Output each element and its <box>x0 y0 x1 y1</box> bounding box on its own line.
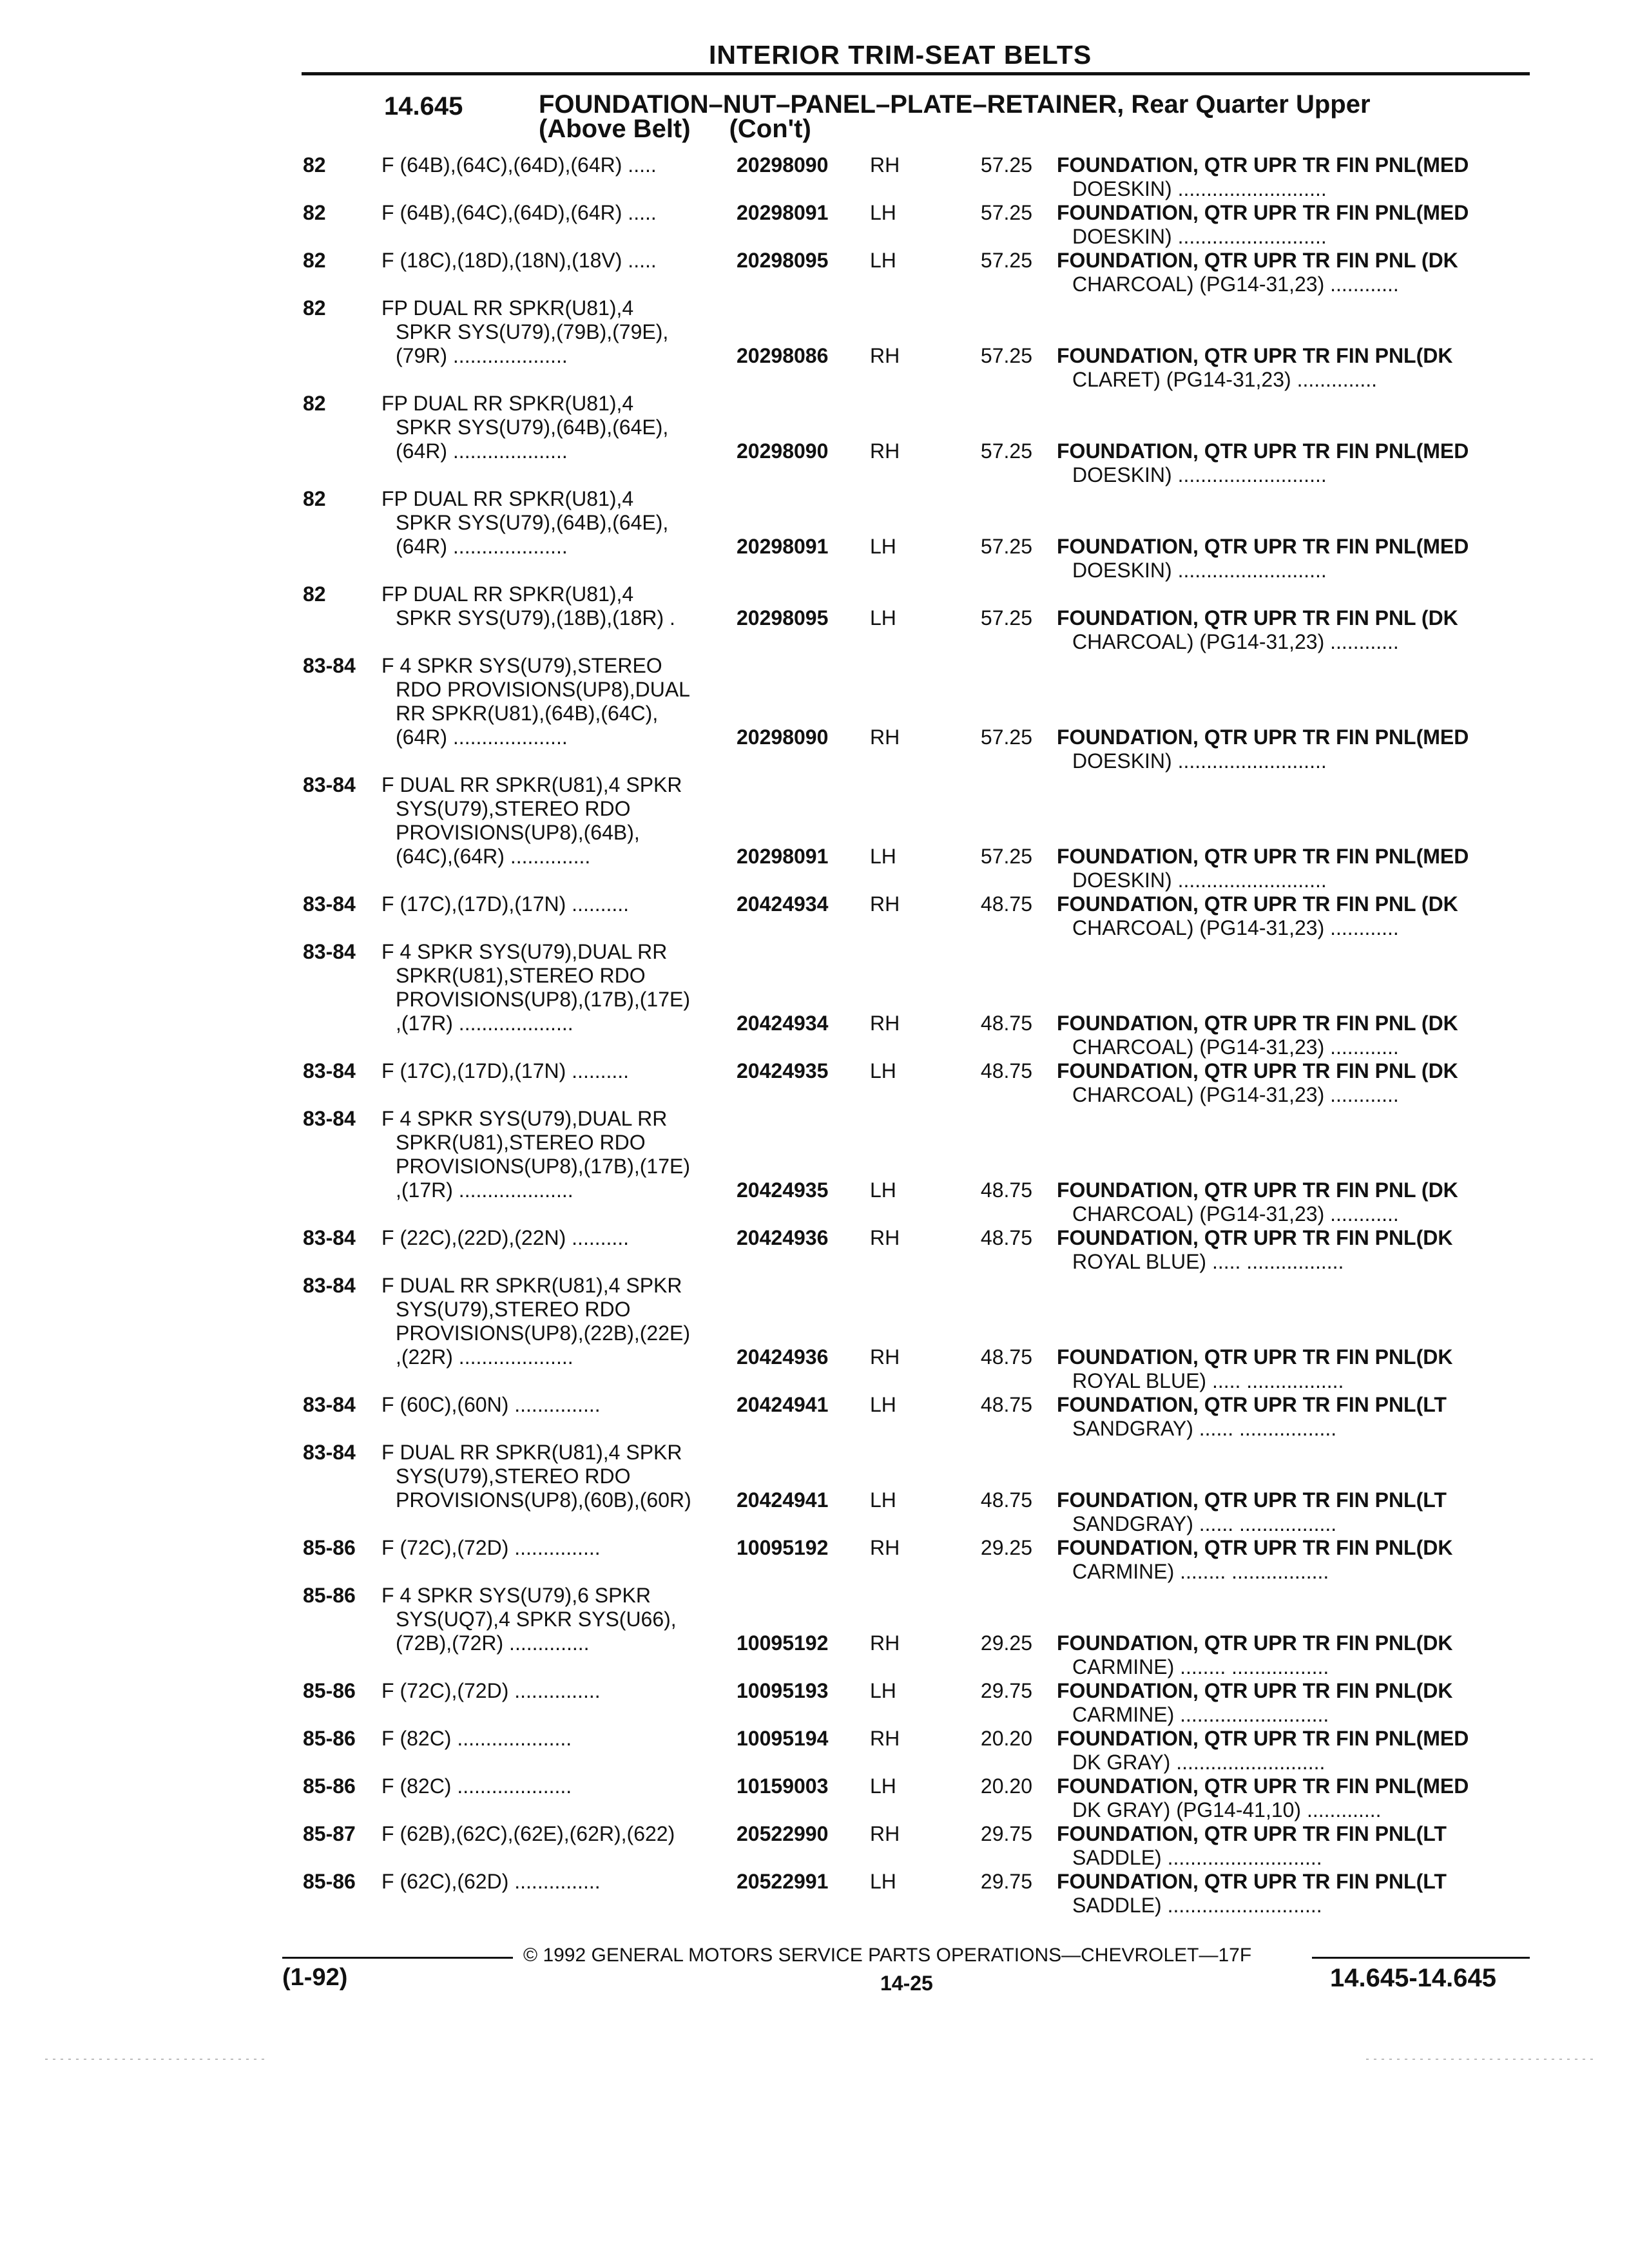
part-name <box>1057 1774 1521 1822</box>
part-name-line2: CHARCOAL) (PG14-31,23) ............ <box>1072 630 1399 653</box>
description-line: F (17C),(17D),(17N) .......... <box>381 1059 630 1082</box>
description-line: F (18C),(18D),(18N),(18V) ..... <box>381 249 657 272</box>
description-line: SYS(UQ7),4 SPKR SYS(U66), <box>396 1608 677 1631</box>
scan-artifact <box>45 2059 264 2060</box>
application-description <box>381 654 729 749</box>
part-name <box>1057 1178 1521 1226</box>
description-line: SPKR SYS(U79),(18B),(18R) . <box>396 606 675 629</box>
description-line: FP DUAL RR SPKR(U81),4 <box>381 487 634 510</box>
part-number: 20522990 <box>737 1822 829 1845</box>
description-line: (64R) .................... <box>396 439 568 463</box>
part-name-line2: CHARCOAL) (PG14-31,23) ............ <box>1072 916 1399 939</box>
part-name-line2: CLARET) (PG14-31,23) .............. <box>1072 368 1378 391</box>
description-line: F (17C),(17D),(17N) .......... <box>381 892 630 916</box>
part-name-line1: FOUNDATION, QTR UPR TR FIN PNL(MED <box>1057 1774 1469 1798</box>
description-line: F 4 SPKR SYS(U79),STEREO <box>381 654 662 677</box>
part-name-line1: FOUNDATION, QTR UPR TR FIN PNL(MED <box>1057 1727 1469 1750</box>
description-line: F DUAL RR SPKR(U81),4 SPKR <box>381 773 682 796</box>
part-number: 20298090 <box>737 439 829 463</box>
side-code: RH <box>870 1345 900 1369</box>
description-line: F (64B),(64C),(64D),(64R) ..... <box>381 153 657 177</box>
side-code: RH <box>870 892 900 916</box>
description-line: SPKR(U81),STEREO RDO <box>396 964 646 987</box>
section-title-cont: (Con't) <box>729 115 811 143</box>
price: 48.75 <box>980 892 1032 916</box>
section-title-line2 <box>539 117 1371 141</box>
price: 57.25 <box>980 726 1032 749</box>
description-line: F 4 SPKR SYS(U79),DUAL RR <box>381 1107 668 1130</box>
model-years: 85-86 <box>303 1870 356 1893</box>
application-description <box>381 1774 729 1798</box>
part-name-line2: DOESKIN) .......................... <box>1072 225 1327 248</box>
model-years: 82 <box>303 201 326 224</box>
price: 48.75 <box>980 1012 1032 1035</box>
application-description <box>381 1870 729 1894</box>
price: 29.75 <box>980 1822 1032 1845</box>
price: 29.75 <box>980 1870 1032 1893</box>
part-name-line1: FOUNDATION, QTR UPR TR FIN PNL(MED <box>1057 535 1469 558</box>
application-description <box>381 153 729 177</box>
description-line: (72B),(72R) .............. <box>396 1631 590 1655</box>
footer-copyright: © 1992 GENERAL MOTORS SERVICE PARTS OPERATIONS—CHEVROLET—17F <box>523 1945 1252 1966</box>
side-code: LH <box>870 1488 896 1512</box>
part-name-line2: CHARCOAL) (PG14-31,23) ............ <box>1072 1083 1399 1106</box>
description-line: FP DUAL RR SPKR(U81),4 <box>381 296 634 320</box>
application-description <box>381 940 729 1035</box>
footer-rule-right <box>1312 1957 1530 1959</box>
side-code: RH <box>870 1012 900 1035</box>
application-description <box>381 249 729 273</box>
application-description <box>381 1226 729 1250</box>
description-line: F DUAL RR SPKR(U81),4 SPKR <box>381 1274 682 1297</box>
description-line: PROVISIONS(UP8),(60B),(60R) <box>396 1488 691 1512</box>
side-code: RH <box>870 344 900 367</box>
application-description <box>381 1584 729 1655</box>
part-number: 20298091 <box>737 201 829 224</box>
description-line: F (82C) .................... <box>381 1727 572 1750</box>
description-line: RR SPKR(U81),(64B),(64C), <box>396 702 659 725</box>
description-line: F (62C),(62D) ............... <box>381 1870 601 1893</box>
part-name <box>1057 153 1521 201</box>
part-name-line2: DK GRAY) .......................... <box>1072 1751 1325 1774</box>
description-line: PROVISIONS(UP8),(22B),(22E) <box>396 1321 690 1345</box>
side-code: LH <box>870 535 896 558</box>
part-name-line1: FOUNDATION, QTR UPR TR FIN PNL(MED <box>1057 726 1469 749</box>
part-name <box>1057 1727 1521 1774</box>
part-name-line1: FOUNDATION, QTR UPR TR FIN PNL(MED <box>1057 845 1469 868</box>
part-name-line2: CHARCOAL) (PG14-31,23) ............ <box>1072 1035 1399 1059</box>
part-number: 20424934 <box>737 1012 829 1035</box>
part-name-line1: FOUNDATION, QTR UPR TR FIN PNL(DK <box>1057 1536 1453 1559</box>
model-years: 83-84 <box>303 654 356 677</box>
description-line: PROVISIONS(UP8),(17B),(17E) <box>396 988 690 1011</box>
part-number: 20424936 <box>737 1226 829 1249</box>
application-description <box>381 1679 729 1703</box>
price: 57.25 <box>980 845 1032 868</box>
model-years: 85-86 <box>303 1584 356 1607</box>
description-line: ,(17R) .................... <box>396 1012 574 1035</box>
model-years: 83-84 <box>303 1393 356 1416</box>
description-line: SYS(U79),STEREO RDO <box>396 1298 631 1321</box>
part-number: 10095192 <box>737 1631 829 1655</box>
part-number: 20298090 <box>737 726 829 749</box>
model-years: 85-86 <box>303 1679 356 1702</box>
part-number: 10095192 <box>737 1536 829 1559</box>
description-line: SYS(U79),STEREO RDO <box>396 1465 631 1488</box>
model-years: 82 <box>303 153 326 177</box>
part-name-line1: FOUNDATION, QTR UPR TR FIN PNL(DK <box>1057 1679 1453 1702</box>
side-code: RH <box>870 1727 900 1750</box>
part-number: 20298090 <box>737 153 829 177</box>
part-name-line1: FOUNDATION, QTR UPR TR FIN PNL (DK <box>1057 1012 1458 1035</box>
side-code: RH <box>870 1631 900 1655</box>
section-title-subtitle: (Above Belt) <box>539 115 691 143</box>
side-code: RH <box>870 1822 900 1845</box>
part-name-line2: SADDLE) ........................... <box>1072 1894 1322 1917</box>
part-name <box>1057 1870 1521 1917</box>
part-name <box>1057 1679 1521 1727</box>
side-code: RH <box>870 439 900 463</box>
part-name <box>1057 1822 1521 1870</box>
description-line: (64C),(64R) .............. <box>396 845 591 868</box>
model-years: 82 <box>303 296 326 320</box>
part-name <box>1057 892 1521 940</box>
part-name-line1: FOUNDATION, QTR UPR TR FIN PNL(LT <box>1057 1488 1447 1512</box>
side-code: RH <box>870 1536 900 1559</box>
side-code: RH <box>870 726 900 749</box>
model-years: 82 <box>303 392 326 415</box>
description-line: PROVISIONS(UP8),(64B), <box>396 821 640 844</box>
part-name-line1: FOUNDATION, QTR UPR TR FIN PNL(DK <box>1057 1345 1453 1369</box>
side-code: LH <box>870 201 896 224</box>
part-name <box>1057 845 1521 892</box>
description-line: (64R) .................... <box>396 726 568 749</box>
description-line: ,(22R) .................... <box>396 1345 574 1369</box>
price: 48.75 <box>980 1178 1032 1202</box>
price: 48.75 <box>980 1226 1032 1249</box>
description-line: F (62B),(62C),(62E),(62R),(622) <box>381 1822 675 1845</box>
part-name-line1: FOUNDATION, QTR UPR TR FIN PNL (DK <box>1057 1059 1458 1082</box>
part-name <box>1057 201 1521 249</box>
part-number: 20424936 <box>737 1345 829 1369</box>
part-name-line1: FOUNDATION, QTR UPR TR FIN PNL(DK <box>1057 344 1453 367</box>
footer-page-number: 14-25 <box>880 1972 933 1995</box>
description-line: SYS(U79),STEREO RDO <box>396 797 631 820</box>
part-name-line2: SADDLE) ........................... <box>1072 1846 1322 1869</box>
part-name <box>1057 344 1521 392</box>
page-header-title: INTERIOR TRIM-SEAT BELTS <box>709 40 1092 70</box>
application-description <box>381 1393 729 1417</box>
description-line: F DUAL RR SPKR(U81),4 SPKR <box>381 1441 682 1464</box>
part-name-line1: FOUNDATION, QTR UPR TR FIN PNL(LT <box>1057 1822 1447 1845</box>
part-number: 20424941 <box>737 1393 829 1416</box>
price: 57.25 <box>980 535 1032 558</box>
application-description <box>381 1822 729 1846</box>
part-name <box>1057 535 1521 582</box>
side-code: LH <box>870 606 896 629</box>
part-name-line2: SANDGRAY) ...... ................. <box>1072 1512 1337 1535</box>
part-number: 20522991 <box>737 1870 829 1893</box>
price: 57.25 <box>980 344 1032 367</box>
part-name-line2: DOESKIN) .......................... <box>1072 177 1327 200</box>
description-line: F (82C) .................... <box>381 1774 572 1798</box>
part-number: 10095194 <box>737 1727 829 1750</box>
section-title-line1: FOUNDATION–NUT–PANEL–PLATE–RETAINER, Rear Quarter Upper <box>539 90 1371 119</box>
model-years: 83-84 <box>303 940 356 963</box>
part-name-line1: FOUNDATION, QTR UPR TR FIN PNL(MED <box>1057 153 1469 177</box>
side-code: LH <box>870 1178 896 1202</box>
description-line: F (64B),(64C),(64D),(64R) ..... <box>381 201 657 224</box>
part-name <box>1057 1488 1521 1536</box>
application-description <box>381 1727 729 1751</box>
application-description <box>381 582 729 630</box>
model-years: 82 <box>303 487 326 510</box>
part-number: 20424934 <box>737 892 829 916</box>
description-line: (79R) .................... <box>396 344 568 367</box>
part-name-line2: DOESKIN) .......................... <box>1072 559 1327 582</box>
application-description <box>381 1536 729 1560</box>
part-name-line2: CHARCOAL) (PG14-31,23) ............ <box>1072 273 1399 296</box>
price: 57.25 <box>980 201 1032 224</box>
part-name-line2: ROYAL BLUE) ..... ................. <box>1072 1250 1344 1273</box>
part-name-line1: FOUNDATION, QTR UPR TR FIN PNL (DK <box>1057 892 1458 916</box>
header-rule <box>302 72 1530 75</box>
footer-rule-left <box>282 1957 513 1959</box>
description-line: F (22C),(22D),(22N) .......... <box>381 1226 630 1249</box>
part-name-line1: FOUNDATION, QTR UPR TR FIN PNL (DK <box>1057 249 1458 272</box>
part-number: 20298091 <box>737 535 829 558</box>
description-line: SPKR SYS(U79),(79B),(79E), <box>396 320 669 343</box>
model-years: 85-86 <box>303 1727 356 1750</box>
price: 48.75 <box>980 1393 1032 1416</box>
part-name <box>1057 1631 1521 1679</box>
application-description <box>381 1441 729 1512</box>
side-code: LH <box>870 1059 896 1082</box>
part-name-line2: DOESKIN) .......................... <box>1072 463 1327 486</box>
model-years: 83-84 <box>303 1441 356 1464</box>
description-line: FP DUAL RR SPKR(U81),4 <box>381 582 634 606</box>
part-number: 10159003 <box>737 1774 829 1798</box>
price: 48.75 <box>980 1488 1032 1512</box>
side-code: LH <box>870 1393 896 1416</box>
description-line: ,(17R) .................... <box>396 1178 574 1202</box>
application-description <box>381 296 729 368</box>
application-description <box>381 892 729 916</box>
side-code: LH <box>870 1679 896 1702</box>
application-description <box>381 392 729 463</box>
application-description <box>381 1059 729 1083</box>
price: 20.20 <box>980 1774 1032 1798</box>
part-name <box>1057 439 1521 487</box>
part-number: 10095193 <box>737 1679 829 1702</box>
side-code: LH <box>870 249 896 272</box>
description-line: SPKR SYS(U79),(64B),(64E), <box>396 416 669 439</box>
model-years: 85-86 <box>303 1536 356 1559</box>
part-name <box>1057 726 1521 773</box>
price: 57.25 <box>980 439 1032 463</box>
section-number: 14.645 <box>384 92 463 120</box>
price: 48.75 <box>980 1059 1032 1082</box>
description-line: PROVISIONS(UP8),(17B),(17E) <box>396 1155 690 1178</box>
price: 20.20 <box>980 1727 1032 1750</box>
footer-section-range: 14.645-14.645 <box>1330 1964 1497 1992</box>
part-number: 20298086 <box>737 344 829 367</box>
model-years: 83-84 <box>303 1274 356 1297</box>
part-name-line2: CARMINE) .......................... <box>1072 1703 1329 1726</box>
model-years: 82 <box>303 582 326 606</box>
model-years: 83-84 <box>303 1107 356 1130</box>
price: 29.25 <box>980 1631 1032 1655</box>
description-line: F 4 SPKR SYS(U79),6 SPKR <box>381 1584 651 1607</box>
side-code: RH <box>870 1226 900 1249</box>
scan-artifact <box>1366 2059 1598 2060</box>
price: 57.25 <box>980 606 1032 629</box>
part-number: 20424935 <box>737 1059 829 1082</box>
part-name-line2: DOESKIN) .......................... <box>1072 749 1327 773</box>
part-name-line1: FOUNDATION, QTR UPR TR FIN PNL(MED <box>1057 439 1469 463</box>
price: 57.25 <box>980 153 1032 177</box>
part-name <box>1057 1059 1521 1107</box>
description-line: SPKR SYS(U79),(64B),(64E), <box>396 511 669 534</box>
description-line: RDO PROVISIONS(UP8),DUAL <box>396 678 690 701</box>
price: 29.25 <box>980 1536 1032 1559</box>
section-title <box>539 92 1371 141</box>
application-description <box>381 201 729 225</box>
description-line: F (72C),(72D) ............... <box>381 1536 601 1559</box>
application-description <box>381 773 729 869</box>
part-name-line1: FOUNDATION, QTR UPR TR FIN PNL(MED <box>1057 201 1469 224</box>
application-description <box>381 1107 729 1202</box>
part-number: 20298095 <box>737 249 829 272</box>
description-line: FP DUAL RR SPKR(U81),4 <box>381 392 634 415</box>
part-name <box>1057 1536 1521 1584</box>
part-name <box>1057 606 1521 654</box>
model-years: 85-87 <box>303 1822 356 1845</box>
part-number: 20424941 <box>737 1488 829 1512</box>
part-name-line1: FOUNDATION, QTR UPR TR FIN PNL(DK <box>1057 1226 1453 1249</box>
application-description <box>381 1274 729 1369</box>
side-code: LH <box>870 845 896 868</box>
part-name-line1: FOUNDATION, QTR UPR TR FIN PNL(LT <box>1057 1870 1447 1893</box>
price: 57.25 <box>980 249 1032 272</box>
part-name-line2: DOESKIN) .......................... <box>1072 869 1327 892</box>
model-years: 83-84 <box>303 1226 356 1249</box>
part-name-line2: CARMINE) ........ ................. <box>1072 1655 1329 1678</box>
part-name-line2: CARMINE) ........ ................. <box>1072 1560 1329 1583</box>
description-line: F (72C),(72D) ............... <box>381 1679 601 1702</box>
part-name-line1: FOUNDATION, QTR UPR TR FIN PNL (DK <box>1057 606 1458 629</box>
model-years: 83-84 <box>303 773 356 796</box>
part-name <box>1057 1345 1521 1393</box>
model-years: 83-84 <box>303 1059 356 1082</box>
description-line: F (60C),(60N) ............... <box>381 1393 601 1416</box>
part-name-line2: SANDGRAY) ...... ................. <box>1072 1417 1337 1440</box>
part-name-line2: CHARCOAL) (PG14-31,23) ............ <box>1072 1202 1399 1225</box>
description-line: F 4 SPKR SYS(U79),DUAL RR <box>381 940 668 963</box>
description-line: (64R) .................... <box>396 535 568 558</box>
side-code: LH <box>870 1774 896 1798</box>
part-name-line1: FOUNDATION, QTR UPR TR FIN PNL (DK <box>1057 1178 1458 1202</box>
model-years: 82 <box>303 249 326 272</box>
price: 29.75 <box>980 1679 1032 1702</box>
side-code: LH <box>870 1870 896 1893</box>
description-line: SPKR(U81),STEREO RDO <box>396 1131 646 1154</box>
side-code: RH <box>870 153 900 177</box>
part-name <box>1057 249 1521 296</box>
model-years: 83-84 <box>303 892 356 916</box>
part-name-line1: FOUNDATION, QTR UPR TR FIN PNL(DK <box>1057 1631 1453 1655</box>
part-name-line2: ROYAL BLUE) ..... ................. <box>1072 1369 1344 1392</box>
footer-date: (1-92) <box>282 1964 348 1991</box>
part-name <box>1057 1012 1521 1059</box>
part-number: 20298091 <box>737 845 829 868</box>
part-name-line1: FOUNDATION, QTR UPR TR FIN PNL(LT <box>1057 1393 1447 1416</box>
model-years: 85-86 <box>303 1774 356 1798</box>
part-name-line2: DK GRAY) (PG14-41,10) ............. <box>1072 1798 1382 1821</box>
price: 48.75 <box>980 1345 1032 1369</box>
part-name <box>1057 1393 1521 1441</box>
part-number: 20298095 <box>737 606 829 629</box>
application-description <box>381 487 729 559</box>
part-name <box>1057 1226 1521 1274</box>
part-number: 20424935 <box>737 1178 829 1202</box>
